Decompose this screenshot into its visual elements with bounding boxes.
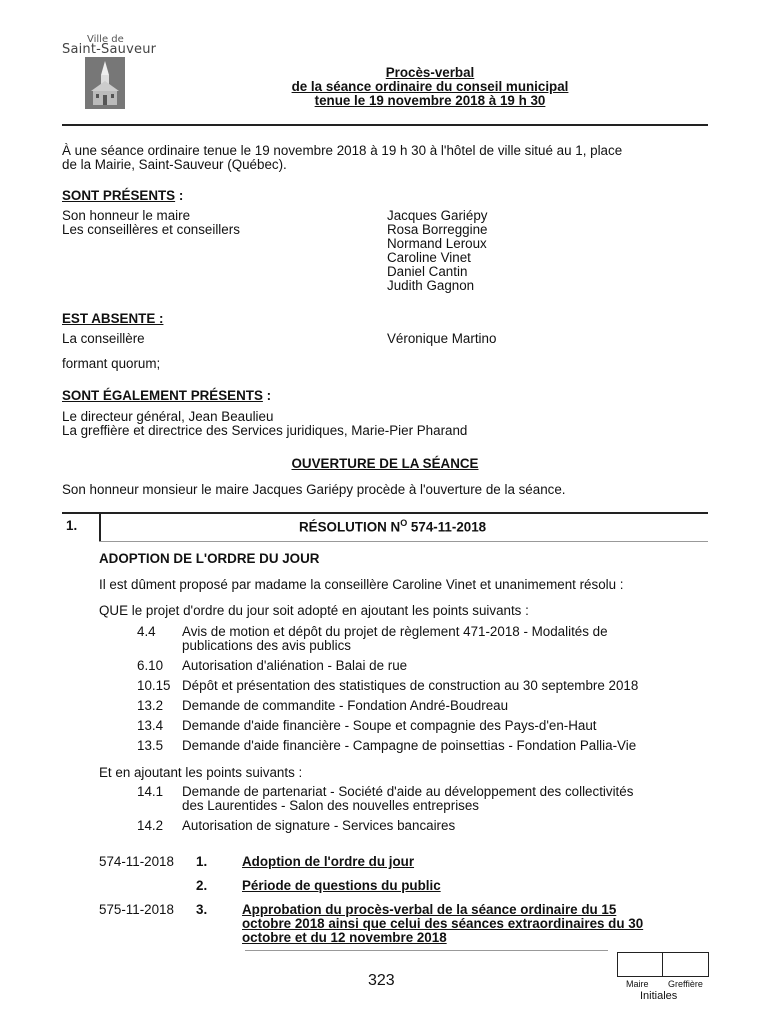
ouverture-text: Son honneur monsieur le maire Jacques Gariépy procède à l'ouverture de la séance. [62,482,566,497]
greffiere-label: Greffière [668,979,703,989]
point-number: 14.1 [137,784,164,799]
absente-role: La conseillère [62,331,145,346]
quorum-text: formant quorum; [62,356,161,371]
maire-initial-box [617,952,663,977]
presents-heading-colon: : [175,188,184,203]
church-logo-icon [85,57,125,112]
footer-divider [245,950,608,951]
presents-name: Caroline Vinet [387,250,471,265]
point-text: Demande d'aide financière - Soupe et compagnie des Pays-d'en-Haut [182,718,597,733]
greffiere-initial-box [662,952,709,977]
resolution-number: 1. [66,518,78,533]
intro-line-2: de la Mairie, Saint-Sauveur (Québec). [62,157,287,172]
presents-heading [62,188,183,203]
presents-name: Rosa Borreggine [387,222,488,237]
agenda-resolution-ref: 574-11-2018 [99,854,174,869]
maire-label: Maire [626,979,649,989]
point-number: 14.2 [137,818,164,833]
title-line-2: de la séance ordinaire du conseil municipal [291,79,569,94]
resolution-et: Et en ajoutant les points suivants : [99,765,303,780]
absente-heading: EST ABSENTE : [62,311,164,326]
presents-name: Judith Gagnon [387,278,475,293]
point-text-cont: publications des avis publics [182,638,351,653]
point-text: Demande de commandite - Fondation André-Boudreau [182,698,509,713]
agenda-number: 3. [196,902,208,917]
intro-line-1: À une séance ordinaire tenue le 19 novembre 2018 à 19 h 30 à l'hôtel de ville situé au 1, place [62,143,623,158]
agenda-item-title: Approbation du procès-verbal de la séance ordinaire du 15 [242,902,617,917]
presents-name: Jacques Gariépy [387,208,488,223]
presents-name: Normand Leroux [387,236,487,251]
point-text: Autorisation de signature - Services bancaires [182,818,456,833]
point-number: 13.2 [137,698,164,713]
point-number: 10.15 [137,678,171,693]
egalement-line: La greffière et directrice des Services juridiques, Marie-Pier Pharand [62,423,468,438]
resolution-proposed: Il est dûment proposé par madame la conseillère Caroline Vinet et unanimement résolu : [99,577,624,592]
agenda-resolution-ref: 575-11-2018 [99,902,174,917]
resolution-subject: ADOPTION DE L'ORDRE DU JOUR [99,551,320,566]
agenda-item-title: Adoption de l'ordre du jour [242,854,415,869]
egalement-line: Le directeur général, Jean Beaulieu [62,409,274,424]
agenda-number: 2. [196,878,208,893]
presents-name: Daniel Cantin [387,264,468,279]
page-number: 323 [368,972,395,989]
agenda-item-title: Période de questions du public [242,878,441,893]
agenda-number: 1. [196,854,208,869]
point-number: 4.4 [137,624,156,639]
title-line-1: Procès-verbal [385,65,475,80]
egalement-heading-label: SONT ÉGALEMENT PRÉSENTS [62,388,263,403]
point-number: 6.10 [137,658,164,673]
resolution-que: QUE le projet d'ordre du jour soit adopté en ajoutant les points suivants : [99,603,529,618]
resolution-vertical-divider [99,512,101,542]
point-text: Avis de motion et dépôt du projet de règlement 471-2018 - Modalités de [182,624,608,639]
presents-role: Les conseillères et conseillers [62,222,240,237]
egalement-heading [62,388,271,403]
agenda-item-title-cont: octobre 2018 ainsi que celui des séances extraordinaires du 30 [242,916,644,931]
resolution-top-divider [62,512,708,514]
resolution-sup: O [400,518,408,528]
logo-ville-text: Ville de [87,34,124,45]
point-text-cont: des Laurentides - Salon des nouvelles entreprises [182,798,480,813]
absente-name: Véronique Martino [387,331,497,346]
header-divider [62,124,708,126]
presents-heading-label: SONT PRÉSENTS [62,188,176,203]
logo-name-text: Saint-Sauveur [62,42,157,57]
point-text: Dépôt et présentation des statistiques de construction au 30 septembre 2018 [182,678,639,693]
resolution-id: 574-11-2018 [407,519,487,535]
resolution-label: RÉSOLUTION N [299,519,401,535]
point-text: Demande de partenariat - Société d'aide au développement des collectivités [182,784,634,799]
egalement-heading-colon: : [262,388,272,403]
title-line-3: tenue le 19 novembre 2018 à 19 h 30 [314,93,546,108]
resolution-title [299,518,486,534]
initiales-label: Initiales [640,990,678,1002]
resolution-bottom-divider [99,541,708,542]
point-number: 13.5 [137,738,164,753]
ouverture-heading: OUVERTURE DE LA SÉANCE [291,456,479,471]
point-text: Autorisation d'aliénation - Balai de rue [182,658,408,673]
presents-role: Son honneur le maire [62,208,191,223]
point-number: 13.4 [137,718,164,733]
agenda-item-title-cont: octobre et du 12 novembre 2018 [242,930,447,945]
point-text: Demande d'aide financière - Campagne de poinsettias - Fondation Pallia-Vie [182,738,637,753]
